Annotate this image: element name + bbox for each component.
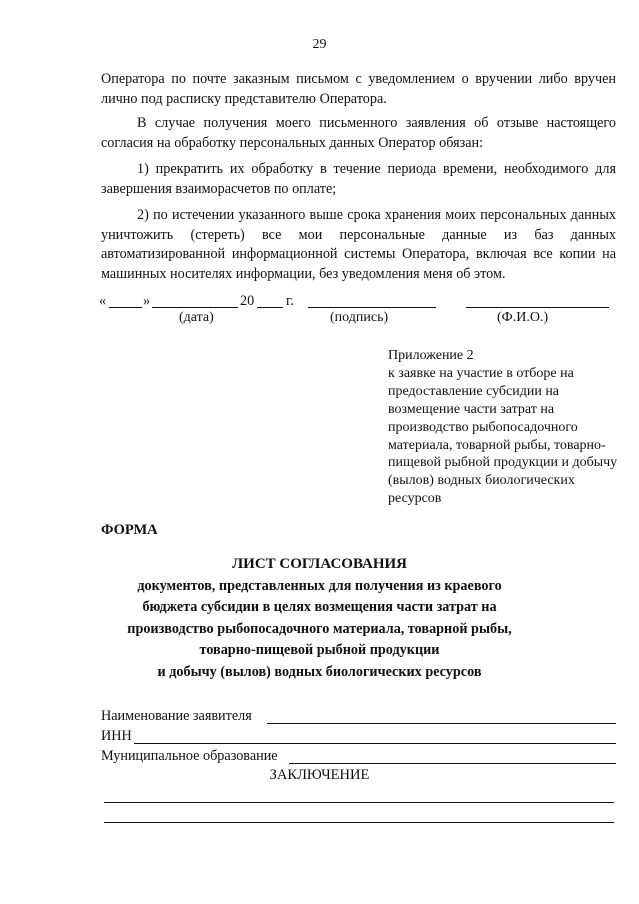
municipality-line (289, 763, 616, 764)
title-line: документов, представленных для получения из краевого (137, 577, 502, 594)
month-line (152, 307, 238, 308)
year-prefix: 20 (240, 293, 255, 309)
conclusion-line (104, 802, 614, 803)
inn-field[interactable] (101, 728, 616, 748)
document-title (0, 554, 639, 683)
appendix-note (388, 347, 628, 508)
inn-label: ИНН (101, 728, 132, 744)
paragraph-operator-mail: Оператора по почте заказным письмом с уведомлением о вручении либо вручен лично под расписку представителю Оператора. (101, 71, 616, 107)
name-caption: (Ф.И.О.) (497, 310, 549, 325)
signature-line (308, 307, 436, 308)
title-line: и добычу (вылов) водных биологических ресурсов (157, 663, 482, 680)
paragraph-stop-processing: 1) прекратить их обработку в течение периода времени, необходимого для завершения взаиморасчетов по оплате; (101, 161, 616, 197)
paragraph-withdrawal: В случае получения моего письменного заявления об отзыве настоящего согласия на обработку персональных данных Оператор обязан: (101, 115, 616, 151)
appendix-heading: Приложение 2 (388, 348, 474, 363)
appendix-text: к заявке на участие в отборе на предоставление субсидии на возмещение части затрат на производство рыбопосадочного материала, товарной рыбы, товарно-пищевой рыбной продукции и добычу (вылов) водных биологических ресурсов (388, 365, 618, 507)
signature-caption: (подпись) (330, 310, 389, 325)
title-main: ЛИСТ СОГЛАСОВАНИЯ (231, 556, 408, 572)
municipality-field[interactable] (101, 748, 616, 768)
applicant-name-label: Наименование заявителя (101, 708, 252, 724)
conclusion-line (104, 822, 614, 823)
inn-line (134, 743, 616, 744)
signature-row (99, 293, 619, 333)
name-line (466, 307, 609, 308)
municipality-label: Муниципальное образование (101, 748, 278, 764)
applicant-name-field[interactable] (101, 708, 616, 728)
year-line (257, 307, 283, 308)
title-line: бюджета субсидии в целях возмещения части затрат на (142, 599, 497, 615)
quote-close: » (143, 293, 151, 309)
title-line: товарно-пищевой рыбной продукции (199, 642, 440, 658)
form-label: ФОРМА (101, 522, 158, 538)
page-number: 29 (312, 37, 327, 52)
quote-open: « (99, 293, 107, 309)
conclusion-heading: ЗАКЛЮЧЕНИЕ (269, 767, 370, 783)
day-line (109, 307, 142, 308)
year-suffix: г. (286, 293, 294, 309)
paragraph-destroy-data: 2) по истечении указанного выше срока хранения моих персональных данных уничтожить (стереть) все мои персональные данные из баз данных автоматизированной информационной системы Оператора, включая все копии на машинных носителях информации, без уведомления меня об этом. (101, 207, 616, 282)
title-line: производство рыбопосадочного материала, товарной рыбы, (127, 620, 512, 637)
applicant-name-line (267, 723, 616, 724)
date-caption: (дата) (179, 310, 214, 325)
